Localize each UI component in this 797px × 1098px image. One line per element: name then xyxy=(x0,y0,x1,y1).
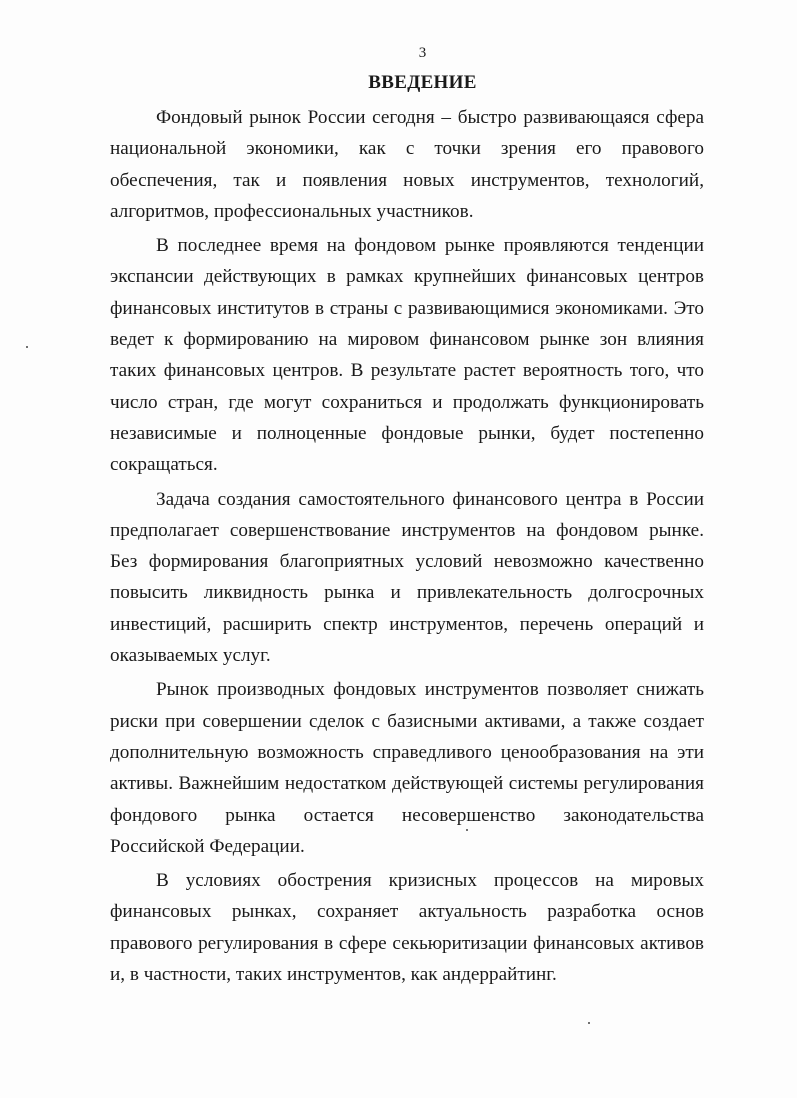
scan-speck xyxy=(466,829,468,831)
scan-speck xyxy=(588,1022,590,1024)
document-body xyxy=(110,102,704,990)
paragraph-2: В последнее время на фондовом рынке проявляются тенденции экспансии действующих в рамках крупнейших финансовых центров финансовых институтов в страны с развивающимися экономиками. Это ведет к формированию на мировом финансовом рынке зон влияния таких финансовых центров. В результате растет вероятность того, что число стран, где могут сохраниться и продолжать функционировать независимые и полноценные фондовые рынки, будет постепенно сокращаться. xyxy=(110,235,704,476)
paragraph-5: В условиях обострения кризисных процессов на мировых финансовых рынках, сохраняет актуальность разработка основ правового регулирования в сфере секьюритизации финансовых активов и, в частности, таких инструментов, как андеррайтинг. xyxy=(110,870,704,986)
paragraph-4: Рынок производных фондовых инструментов позволяет снижать риски при совершении сделок с базисными активами, а также создает дополнительную возможность справедливого ценообразования на эти активы. Важнейшим недостатком действующей системы регулирования фондового рынка остается несовершенство законодательства Российской Федерации. xyxy=(110,679,704,857)
page-number: 3 xyxy=(418,45,427,61)
paragraph-3: Задача создания самостоятельного финансового центра в России предполагает совершенствование инструментов на фондовом рынке. Без формирования благоприятных условий невозможно качественно повысить ликвидность рынка и привлекательность долгосрочных инвестиций, расширить спектр инструментов, перечень операций и оказываемых услуг. xyxy=(110,488,704,667)
page-title: ВВЕДЕНИЕ xyxy=(368,72,477,93)
scan-speck xyxy=(26,346,28,348)
paragraph-1: Фондовый рынок России сегодня – быстро развивающаяся сфера национальной экономики, как с точки зрения его правового обеспечения, так и появления новых инструментов, технологий, алгоритмов, профессиональных участников. xyxy=(110,107,704,222)
